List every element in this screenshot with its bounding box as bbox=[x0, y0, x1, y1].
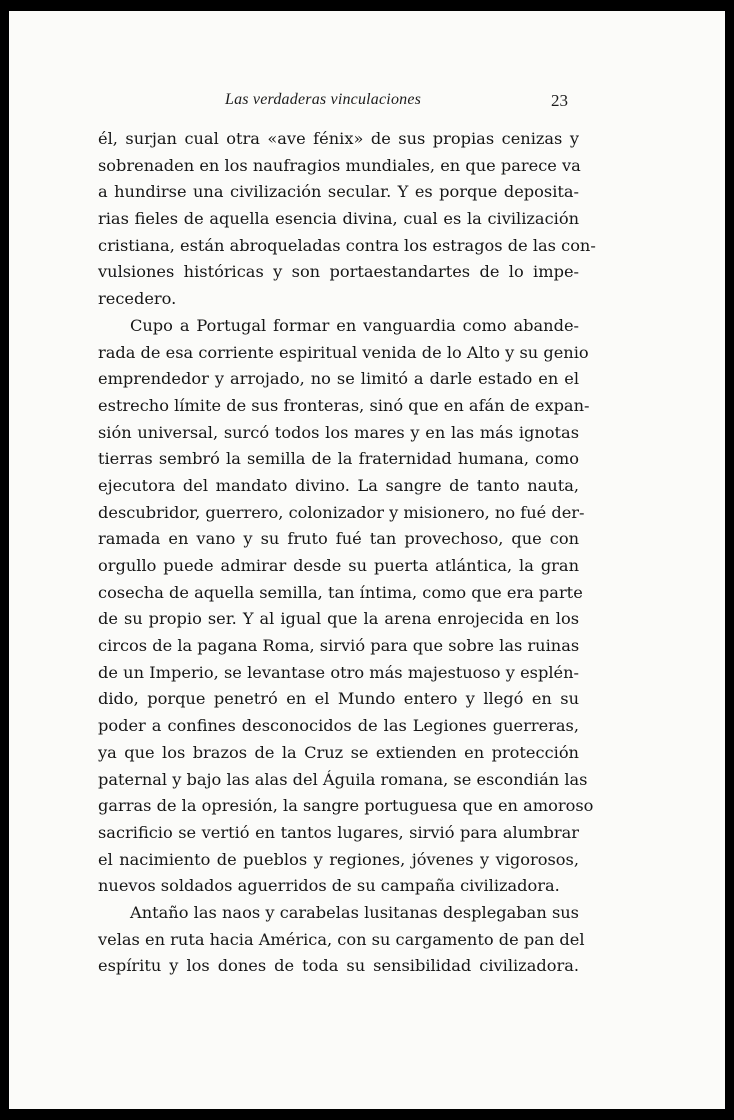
running-title: Las verdaderas vinculaciones bbox=[225, 91, 422, 108]
text-line: Cupo a Portugal formar en vanguardia como abande- bbox=[130, 315, 579, 335]
text-line: espíritu y los dones de toda su sensibilidad civilizadora. bbox=[98, 956, 579, 976]
text-line: dido, porque penetró en el Mundo entero y llegó en su bbox=[98, 689, 579, 709]
text-line: recedero. bbox=[98, 289, 177, 309]
text-line: emprendedor y arrojado, no se limitó a darle estado en el bbox=[98, 369, 579, 389]
page-number: 23 bbox=[551, 91, 568, 110]
body-text bbox=[98, 126, 596, 980]
text-line: tierras sembró la semilla de la fraternidad humana, como bbox=[98, 449, 579, 469]
text-line: sobrenaden en los naufragios mundiales, en que parece va bbox=[98, 155, 581, 175]
text-line: vulsiones históricas y son portaestandartes de lo impe- bbox=[98, 262, 579, 282]
text-line: cristiana, están abroqueladas contra los estragos de las con- bbox=[98, 235, 596, 255]
text-line: el nacimiento de pueblos y regiones, jóvenes y vigorosos, bbox=[98, 849, 579, 869]
text-line: circos de la pagana Roma, sirvió para que sobre las ruinas bbox=[98, 636, 580, 656]
text-line: sión universal, surcó todos los mares y en las más ignotas bbox=[98, 422, 579, 442]
text-line: orgullo puede admirar desde su puerta atlántica, la gran bbox=[98, 556, 579, 575]
text-line: cosecha de aquella semilla, tan íntima, como que era parte bbox=[98, 582, 583, 602]
text-line: a hundirse una civilización secular. Y es porque deposita- bbox=[98, 182, 579, 202]
text-line: ya que los brazos de la Cruz se extienden en protección bbox=[98, 742, 579, 762]
text-line: rada de esa corriente espiritual venida de lo Alto y su genio bbox=[98, 342, 589, 362]
text-line: estrecho límite de sus fronteras, sinó que en afán de expan- bbox=[98, 395, 590, 415]
page-header bbox=[9, 91, 725, 115]
text-line: descubridor, guerrero, colonizador y misionero, no fué der- bbox=[98, 502, 585, 522]
text-line: nuevos soldados aguerridos de su campaña civilizadora. bbox=[98, 876, 560, 896]
book-page bbox=[9, 11, 725, 1109]
text-line: ramada en vano y su fruto fué tan provechoso, que con bbox=[98, 529, 579, 549]
text-line: él, surjan cual otra «ave fénix» de sus propias cenizas y bbox=[98, 129, 579, 148]
text-line: de un Imperio, se levantase otro más majestuoso y esplén- bbox=[98, 662, 579, 682]
text-line: rias fieles de aquella esencia divina, cual es la civilización bbox=[98, 209, 579, 229]
text-line: Antaño las naos y carabelas lusitanas desplegaban sus bbox=[130, 902, 579, 922]
text-line: paternal y bajo las alas del Águila romana, se escondián las bbox=[98, 769, 588, 789]
text-line: garras de la opresión, la sangre portuguesa que en amoroso bbox=[98, 796, 594, 816]
text-line: velas en ruta hacia América, con su cargamento de pan del bbox=[98, 929, 585, 949]
text-line: sacrificio se vertió en tantos lugares, sirvió para alumbrar bbox=[98, 822, 579, 842]
text-line: poder a confines desconocidos de las Legiones guerreras, bbox=[98, 716, 579, 736]
text-line: ejecutora del mandato divino. La sangre de tanto nauta, bbox=[98, 475, 579, 495]
text-line: de su propio ser. Y al igual que la arena enrojecida en los bbox=[98, 609, 579, 629]
